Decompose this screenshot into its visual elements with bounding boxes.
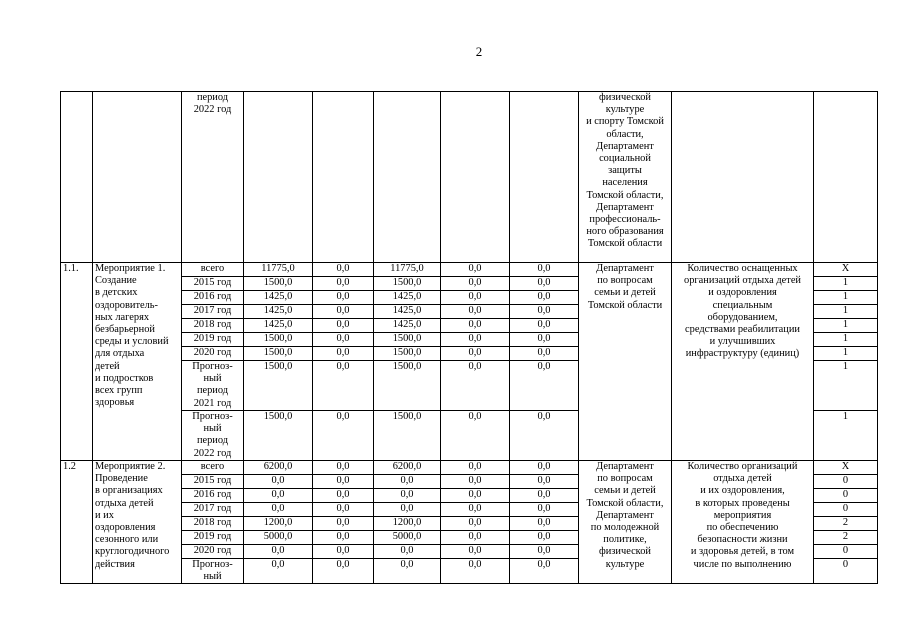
local-amount: 0,0 [441, 305, 510, 319]
total-amount: 1425,0 [244, 319, 313, 333]
extrabudget-amount: 0,0 [510, 319, 579, 333]
regional-amount: 1500,0 [374, 347, 441, 361]
local-amount: 0,0 [441, 517, 510, 531]
indicator-value: 0 [814, 489, 878, 503]
regional-amount: 1425,0 [374, 305, 441, 319]
federal-amount: 0,0 [313, 411, 374, 461]
indicator-cell: Количество организаций отдыха детей и их оздоровления, в которых проведены мероприятия по обеспечению безопасности жизни и здоровья детей, в том числе по выполнению [672, 461, 814, 584]
total-amount: 1500,0 [244, 347, 313, 361]
table-row [61, 263, 878, 277]
total-amount: 0,0 [244, 503, 313, 517]
total-amount: 1200,0 [244, 517, 313, 531]
executor-cell: физической культуре и спорту Томской области, Департамент социальной защиты населения Томской области, Департамент профессиональ- ного образования Томской области [579, 92, 672, 263]
extrabudget-amount: 0,0 [510, 291, 579, 305]
local-amount: 0,0 [441, 475, 510, 489]
amount-cell [510, 92, 579, 263]
name-cell [93, 92, 182, 263]
page-number: 2 [475, 44, 483, 59]
period-cell: 2019 год [182, 333, 244, 347]
executor-cell: Департамент по вопросам семьи и детей Томской области, Департамент по молодежной политике, физической культуре [579, 461, 672, 584]
federal-amount: 0,0 [313, 461, 374, 475]
total-amount: 0,0 [244, 489, 313, 503]
period-cell: 2017 год [182, 305, 244, 319]
regional-amount: 0,0 [374, 559, 441, 584]
federal-amount: 0,0 [313, 291, 374, 305]
table-row [61, 92, 878, 263]
extrabudget-amount: 0,0 [510, 545, 579, 559]
indicator-value: 1 [814, 333, 878, 347]
total-amount: 11775,0 [244, 263, 313, 277]
local-amount: 0,0 [441, 319, 510, 333]
indicator-value: 1 [814, 361, 878, 411]
extrabudget-amount: 0,0 [510, 305, 579, 319]
num-cell [61, 92, 93, 263]
regional-amount: 1500,0 [374, 361, 441, 411]
extrabudget-amount: 0,0 [510, 263, 579, 277]
regional-amount: 5000,0 [374, 531, 441, 545]
local-amount: 0,0 [441, 489, 510, 503]
federal-amount: 0,0 [313, 531, 374, 545]
indicator-value: 1 [814, 277, 878, 291]
period-cell: 2018 год [182, 319, 244, 333]
federal-amount: 0,0 [313, 489, 374, 503]
indicator-value: 0 [814, 475, 878, 489]
extrabudget-amount: 0,0 [510, 277, 579, 291]
extrabudget-amount: 0,0 [510, 333, 579, 347]
period-cell: Прогноз- ный период 2022 год [182, 411, 244, 461]
total-amount: 6200,0 [244, 461, 313, 475]
federal-amount: 0,0 [313, 503, 374, 517]
local-amount: 0,0 [441, 277, 510, 291]
amount-cell [244, 92, 313, 263]
extrabudget-amount: 0,0 [510, 489, 579, 503]
regional-amount: 0,0 [374, 545, 441, 559]
regional-amount: 11775,0 [374, 263, 441, 277]
indicator-value: 2 [814, 531, 878, 545]
regional-amount: 1425,0 [374, 319, 441, 333]
indicator-value: 1 [814, 411, 878, 461]
indicator-value: 1 [814, 319, 878, 333]
period-cell: период 2022 год [182, 92, 244, 263]
period-cell: 2018 год [182, 517, 244, 531]
period-cell: Прогноз- ный период 2021 год [182, 361, 244, 411]
local-amount: 0,0 [441, 503, 510, 517]
extrabudget-amount: 0,0 [510, 347, 579, 361]
extrabudget-amount: 0,0 [510, 461, 579, 475]
period-cell: 2015 год [182, 277, 244, 291]
federal-amount: 0,0 [313, 347, 374, 361]
extrabudget-amount: 0,0 [510, 411, 579, 461]
local-amount: 0,0 [441, 411, 510, 461]
period-cell: 2020 год [182, 545, 244, 559]
indicator-value: Х [814, 461, 878, 475]
total-amount: 5000,0 [244, 531, 313, 545]
program-table [60, 91, 878, 584]
table-body [61, 92, 878, 584]
extrabudget-amount: 0,0 [510, 361, 579, 411]
total-amount: 1425,0 [244, 291, 313, 305]
extrabudget-amount: 0,0 [510, 503, 579, 517]
extrabudget-amount: 0,0 [510, 531, 579, 545]
local-amount: 0,0 [441, 461, 510, 475]
regional-amount: 6200,0 [374, 461, 441, 475]
total-amount: 1500,0 [244, 277, 313, 291]
period-cell: 2017 год [182, 503, 244, 517]
federal-amount: 0,0 [313, 277, 374, 291]
indicator-value: 1 [814, 347, 878, 361]
local-amount: 0,0 [441, 545, 510, 559]
indicator-cell: Количество оснащенных организаций отдыха детей и оздоровления специальным оборудованием, средствами реабилитации и улучшивших инфраструктуру (единиц) [672, 263, 814, 461]
local-amount: 0,0 [441, 347, 510, 361]
indicator-value-cell [814, 92, 878, 263]
period-cell: всего [182, 263, 244, 277]
indicator-value: 2 [814, 517, 878, 531]
total-amount: 0,0 [244, 559, 313, 584]
regional-amount: 1425,0 [374, 291, 441, 305]
federal-amount: 0,0 [313, 305, 374, 319]
total-amount: 1425,0 [244, 305, 313, 319]
executor-cell: Департамент по вопросам семьи и детей Томской области [579, 263, 672, 461]
indicator-value: 0 [814, 503, 878, 517]
federal-amount: 0,0 [313, 319, 374, 333]
federal-amount: 0,0 [313, 475, 374, 489]
table-row [61, 461, 878, 475]
total-amount: 1500,0 [244, 333, 313, 347]
local-amount: 0,0 [441, 361, 510, 411]
indicator-value: 1 [814, 291, 878, 305]
local-amount: 0,0 [441, 531, 510, 545]
indicator-value: 0 [814, 559, 878, 584]
period-cell: 2019 год [182, 531, 244, 545]
measure-name: Мероприятие 1. Создание в детских оздоровитель- ных лагерях безбарьерной среды и условий для отдыха детей и подростков всех групп здоровья [93, 263, 182, 461]
period-cell: всего [182, 461, 244, 475]
federal-amount: 0,0 [313, 361, 374, 411]
regional-amount: 1500,0 [374, 277, 441, 291]
amount-cell [313, 92, 374, 263]
regional-amount: 0,0 [374, 503, 441, 517]
extrabudget-amount: 0,0 [510, 559, 579, 584]
regional-amount: 1500,0 [374, 333, 441, 347]
indicator-value: 1 [814, 305, 878, 319]
federal-amount: 0,0 [313, 545, 374, 559]
federal-amount: 0,0 [313, 263, 374, 277]
amount-cell [374, 92, 441, 263]
measure-number: 1.2 [61, 461, 93, 584]
regional-amount: 1200,0 [374, 517, 441, 531]
regional-amount: 0,0 [374, 489, 441, 503]
indicator-value: 0 [814, 545, 878, 559]
extrabudget-amount: 0,0 [510, 517, 579, 531]
measure-number: 1.1. [61, 263, 93, 461]
total-amount: 1500,0 [244, 411, 313, 461]
indicator-cell [672, 92, 814, 263]
local-amount: 0,0 [441, 559, 510, 584]
total-amount: 0,0 [244, 545, 313, 559]
local-amount: 0,0 [441, 333, 510, 347]
period-cell: 2015 год [182, 475, 244, 489]
indicator-value: Х [814, 263, 878, 277]
period-cell: 2016 год [182, 489, 244, 503]
federal-amount: 0,0 [313, 333, 374, 347]
federal-amount: 0,0 [313, 559, 374, 584]
amount-cell [441, 92, 510, 263]
period-cell: 2020 год [182, 347, 244, 361]
regional-amount: 1500,0 [374, 411, 441, 461]
extrabudget-amount: 0,0 [510, 475, 579, 489]
period-cell: Прогноз- ный [182, 559, 244, 584]
total-amount: 1500,0 [244, 361, 313, 411]
period-cell: 2016 год [182, 291, 244, 305]
regional-amount: 0,0 [374, 475, 441, 489]
local-amount: 0,0 [441, 291, 510, 305]
measure-name: Мероприятие 2. Проведение в организациях отдыха детей и их оздоровления сезонного или круглогодичного действия [93, 461, 182, 584]
federal-amount: 0,0 [313, 517, 374, 531]
local-amount: 0,0 [441, 263, 510, 277]
total-amount: 0,0 [244, 475, 313, 489]
